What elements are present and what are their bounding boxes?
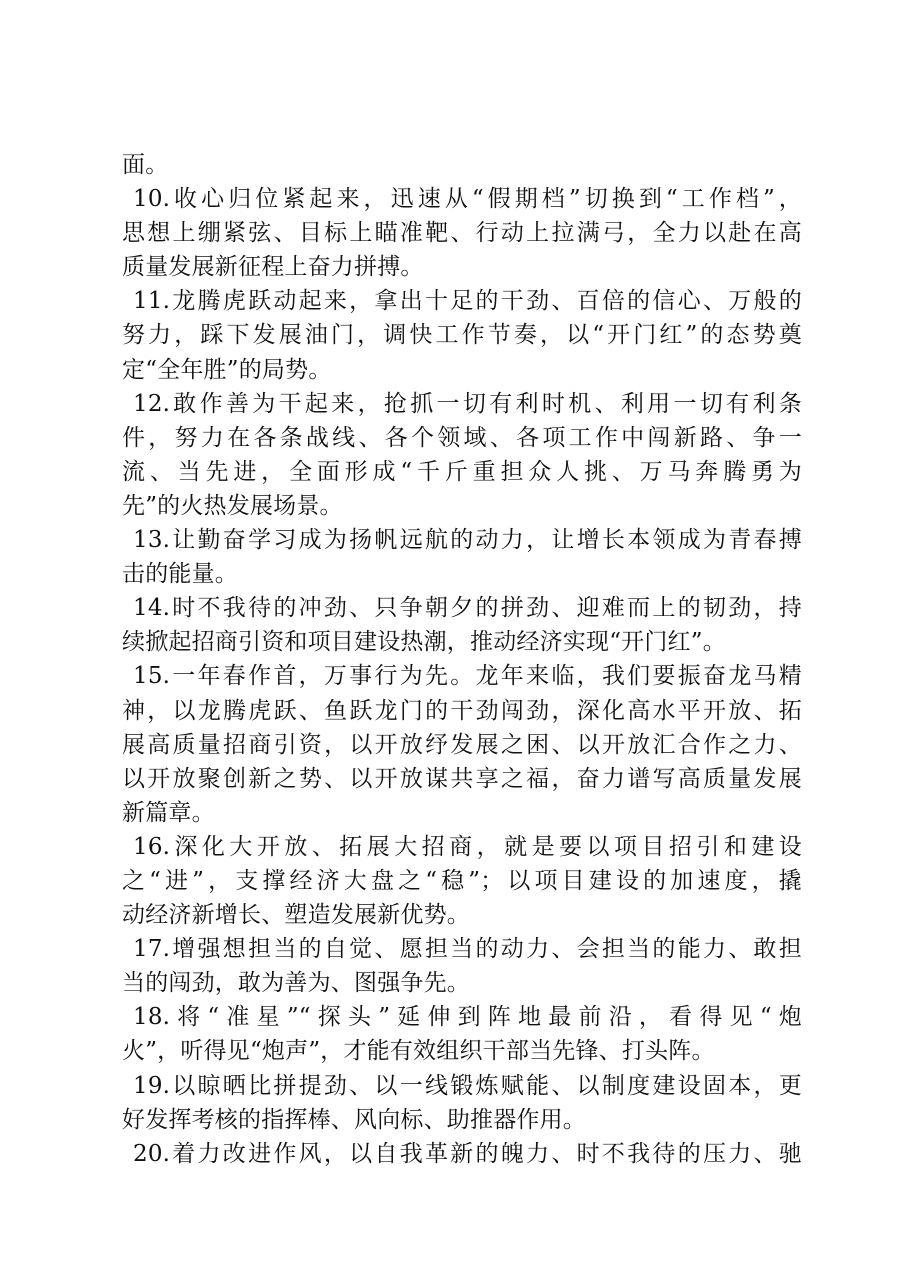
document-line: 新篇章。	[122, 799, 215, 826]
document-line: 定“全年胜”的局势。	[122, 356, 332, 383]
document-line: 11.龙腾虎跃动起来，拿出十足的干劲、百倍的信心、万般的	[133, 288, 802, 315]
document-line: 好发挥考核的指挥棒、风向标、助推器作用。	[122, 1106, 586, 1133]
document-line: 之“进”，支撑经济大盘之“稳”；以项目建设的加速度，撬	[122, 867, 802, 894]
document-line: 16.深化大开放、拓展大招商，就是要以项目招引和建设	[133, 833, 802, 860]
document-line: 面。	[122, 152, 169, 178]
document-line: 流、当先进，全面形成“千斤重担众人挑、万马奔腾勇为	[122, 458, 802, 485]
document-line: 件，努力在各条战线、各个领域、各项工作中闯新路、争一	[122, 424, 802, 451]
document-line: 15.一年春作首，万事行为先。龙年来临，我们要振奋龙马精	[133, 663, 802, 690]
document-line: 以开放聚创新之势、以开放谋共享之福，奋力谱写高质量发展	[122, 765, 802, 792]
document-line: 续掀起招商引资和项目建设热潮，推动经济实现“开门红”。	[122, 629, 726, 656]
document-line: 17.增强想担当的自觉、愿担当的动力、会担当的能力、敢担	[133, 936, 802, 963]
document-line: 20.着力改进作风，以自我革新的魄力、时不我待的压力、驰	[133, 1140, 802, 1167]
document-body	[122, 148, 802, 1171]
document-line: 13.让勤奋学习成为扬帆远航的动力，让增长本领成为青春搏	[133, 527, 802, 554]
document-line: 18.将“准星”“探头”延伸到阵地最前沿，看得见“炮	[133, 1004, 802, 1031]
document-line: 火”，听得见“炮声”，才能有效组织干部当先锋、打头阵。	[122, 1038, 715, 1065]
document-line: 12.敢作善为干起来，抢抓一切有利时机、利用一切有利条	[133, 390, 802, 417]
document-line: 展高质量招商引资，以开放纾发展之困、以开放汇合作之力、	[122, 731, 802, 758]
document-line: 击的能量。	[122, 561, 238, 588]
document-line: 思想上绷紧弦、目标上瞄准靶、行动上拉满弓，全力以赴在高	[122, 220, 802, 247]
document-line: 努力，踩下发展油门，调快工作节奏，以“开门红”的态势奠	[122, 322, 802, 349]
document-line: 19.以晾晒比拼提劲、以一线锻炼赋能、以制度建设固本，更	[133, 1072, 802, 1099]
document-line: 神，以龙腾虎跃、鱼跃龙门的干劲闯劲，深化高水平开放、拓	[122, 697, 802, 724]
document-line: 先”的火热发展场景。	[122, 492, 343, 519]
document-line: 14.时不我待的冲劲、只争朝夕的拼劲、迎难而上的韧劲，持	[133, 595, 802, 622]
document-line: 10.收心归位紧起来，迅速从“假期档”切换到“工作档”，	[133, 186, 802, 213]
document-line: 动经济新增长、塑造发展新优势。	[122, 902, 470, 929]
document-line: 质量发展新征程上奋力拼搏。	[122, 254, 424, 281]
document-line: 当的闯劲，敢为善为、图强争先。	[122, 970, 470, 997]
